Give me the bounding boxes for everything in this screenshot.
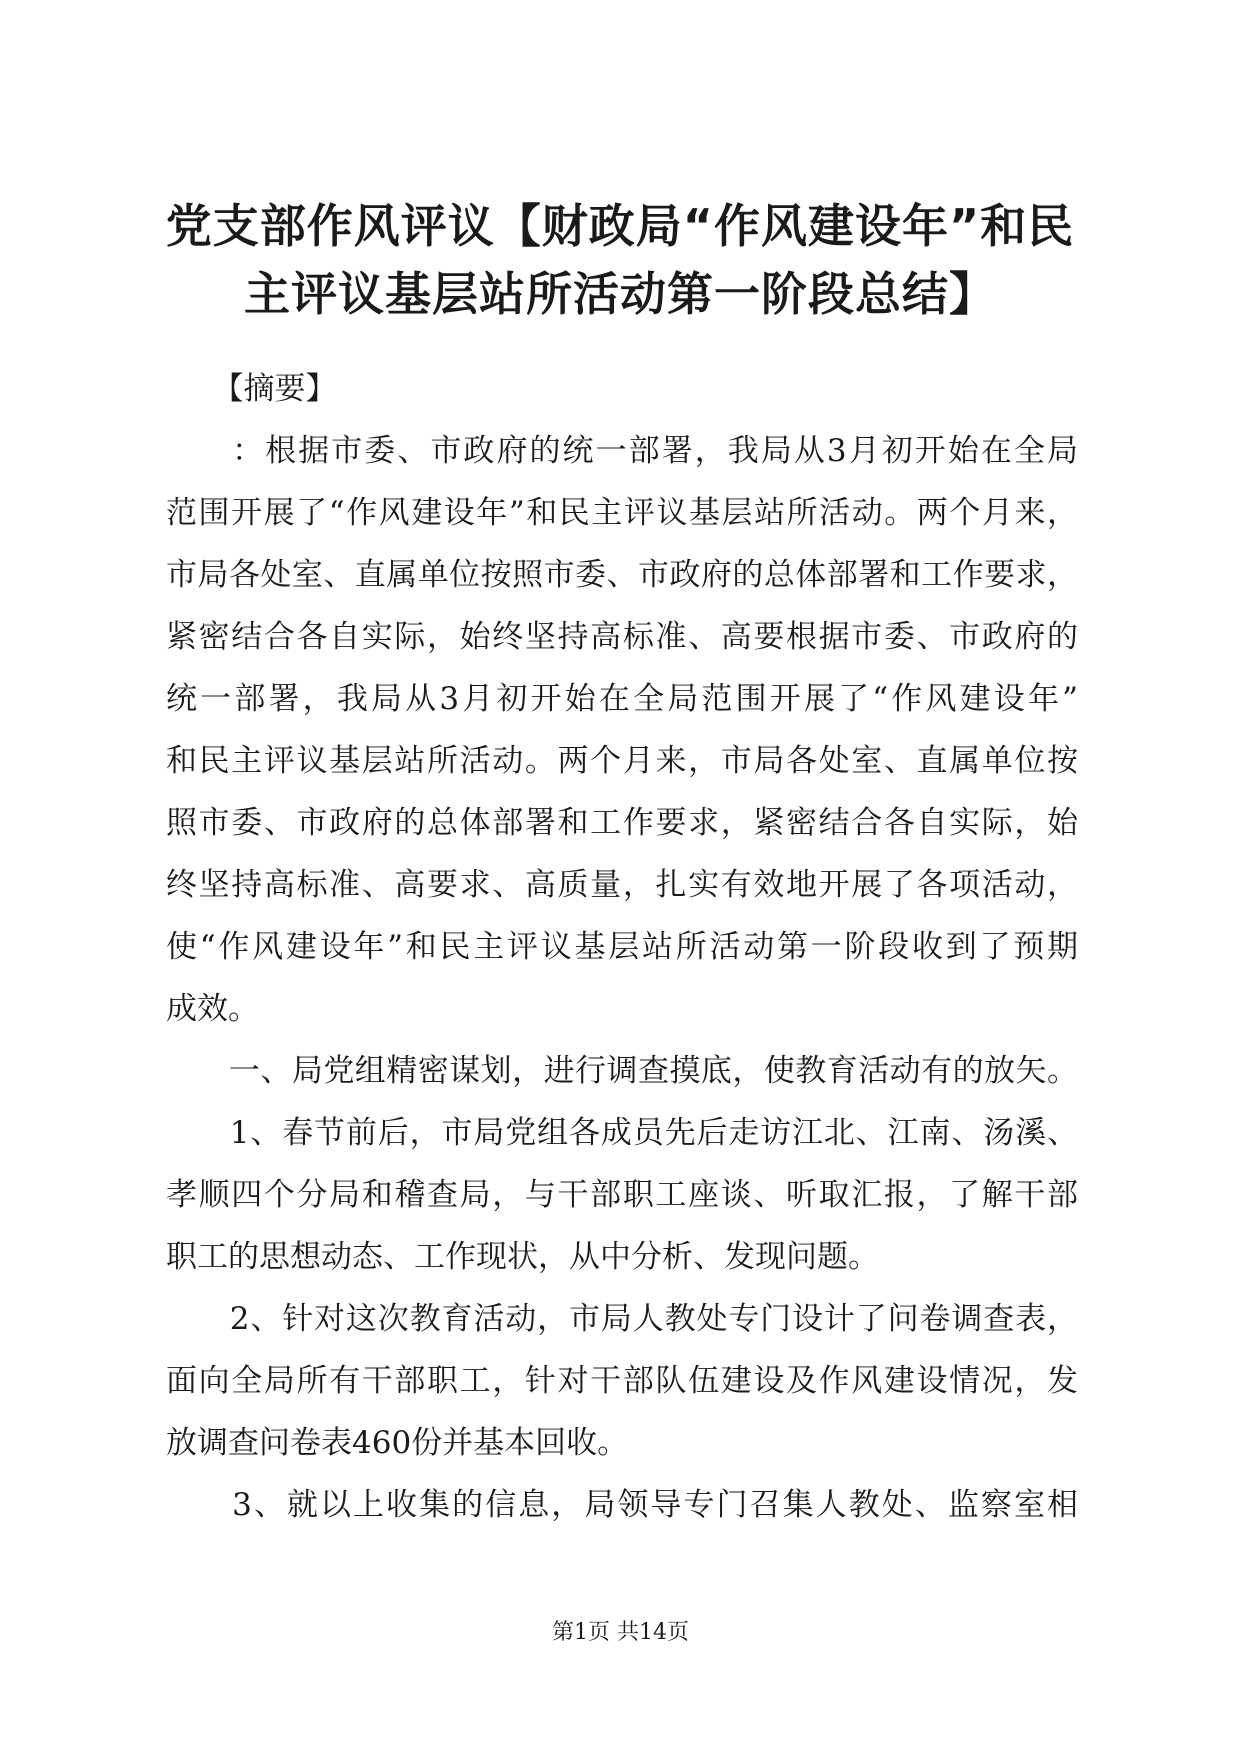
text-line: 范围开展了“作风建设年”和民主评议基层站所活动。两个月来， (166, 495, 1078, 531)
page-footer: 第1页 共14页 (552, 1620, 689, 1645)
text-line: 2、针对这次教育活动，市局人教处专门设计了问卷调查表， (166, 1301, 1078, 1337)
title-line-1: 党支部作风评议【财政局“作风建设年”和民 (165, 199, 1075, 253)
text-line: 孝顺四个分局和稽查局，与干部职工座谈、听取汇报，了解干部 (166, 1177, 1078, 1213)
text-line: 成效。 (166, 991, 259, 1027)
text-line: 统一部署，我局从3月初开始在全局范围开展了“作风建设年” (166, 681, 1078, 717)
text-line: 使“作风建设年”和民主评议基层站所活动第一阶段收到了预期 (166, 929, 1078, 965)
text-line: 和民主评议基层站所活动。两个月来，市局各处室、直属单位按 (166, 743, 1078, 779)
text-line: 紧密结合各自实际，始终坚持高标准、高要根据市委、市政府的 (166, 619, 1078, 655)
text-line: 3、就以上收集的信息，局领导专门召集人教处、监察室相 (166, 1487, 1078, 1523)
text-line: 面向全局所有干部职工，针对干部队伍建设及作风建设情况，发 (166, 1363, 1078, 1399)
text-line: 职工的思想动态、工作现状，从中分析、发现问题。 (166, 1239, 879, 1275)
text-line: 一、局党组精密谋划，进行调查摸底，使教育活动有的放矢。 (166, 1053, 1078, 1089)
text-line: ：根据市委、市政府的统一部署，我局从3月初开始在全局 (166, 433, 1078, 469)
text-line: 【摘要】 (166, 371, 337, 407)
text-line: 1、春节前后，市局党组各成员先后走访江北、江南、汤溪、 (166, 1115, 1078, 1151)
document-title (150, 192, 1090, 328)
title-line-2: 主评议基层站所活动第一阶段总结】 (244, 267, 996, 321)
text-line: 放调查问卷表460份并基本回收。 (166, 1425, 629, 1461)
text-line: 市局各处室、直属单位按照市委、市政府的总体部署和工作要求， (166, 557, 1078, 593)
document-body (166, 358, 1078, 1536)
text-line: 照市委、市政府的总体部署和工作要求，紧密结合各自实际，始 (166, 805, 1078, 841)
text-line: 终坚持高标准、高要求、高质量，扎实有效地开展了各项活动， (166, 867, 1078, 903)
